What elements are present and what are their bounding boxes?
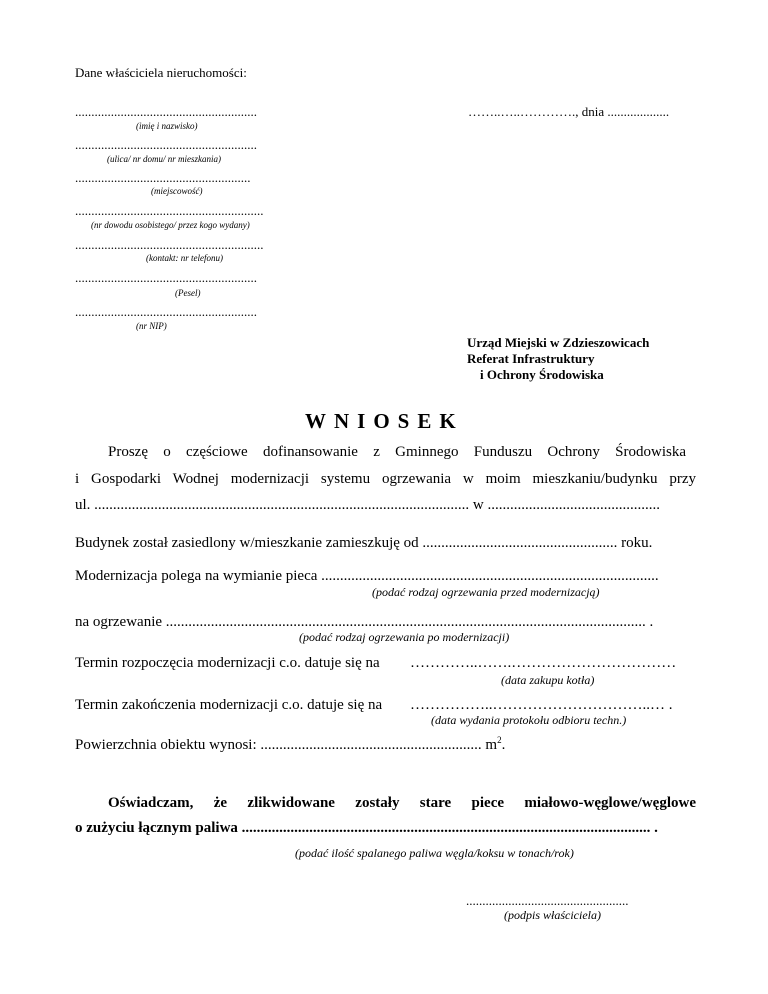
end-date-field[interactable]: ……………..…………………………..… . (410, 697, 673, 713)
owner-nip-label: (nr NIP) (136, 321, 167, 331)
recipient-line-3: i Ochrony Środowiska (480, 367, 604, 382)
recipient-line-2: Referat Infrastruktury (467, 351, 595, 366)
area-end: . (501, 737, 506, 753)
place-date-field[interactable]: ……..…..…………., dnia ................... (468, 104, 670, 119)
owner-phone-label: (kontakt: nr telefonu) (146, 253, 223, 263)
owner-heading: Dane właściciela nieruchomości: (75, 65, 247, 80)
owner-pesel-field[interactable]: ........................................................ (75, 270, 257, 285)
owner-city-label: (miejscowość) (151, 186, 203, 196)
owner-pesel-label: (Pesel) (175, 288, 201, 298)
request-line-1: Proszę o częściowe dofinansowanie z Gminnego Funduszu Ochrony Środowiska (108, 444, 686, 460)
owner-city-field[interactable]: ...................................................... (75, 170, 251, 185)
fuel-caption: (podać ilość spalanego paliwa węgla/koksu w tonach/rok) (295, 846, 574, 860)
new-heating-line[interactable]: na ogrzewanie ................................................................................................................................ . (75, 614, 654, 630)
owner-phone-field[interactable]: .......................................................... (75, 237, 264, 252)
document-title: WNIOSEK (305, 409, 464, 433)
owner-id-field[interactable]: .......................................................... (75, 203, 264, 218)
modernization-line[interactable]: Modernizacja polega na wymianie pieca .......................................................................................... (75, 568, 659, 584)
settled-since-line[interactable]: Budynek został zasiedlony w/mieszkanie zamieszkuję od .................................................... roku. (75, 535, 653, 551)
heating-after-caption: (podać rodzaj ogrzewania po modernizacji) (299, 630, 510, 644)
declaration-line-1: Oświadczam, że zlikwidowane zostały stare piece miałowo-węglowe/węglowe (108, 795, 696, 811)
start-date-field[interactable]: …………..…….…………………………… (410, 655, 677, 671)
area-unit-exponent: 2 (497, 735, 502, 745)
heating-before-caption: (podać rodzaj ogrzewania przed modernizacją) (372, 585, 600, 599)
owner-address-field[interactable]: ........................................................ (75, 137, 257, 152)
end-date-label: Termin zakończenia modernizacji c.o. datuje się na (75, 697, 383, 713)
owner-name-label: (imię i nazwisko) (136, 121, 198, 131)
owner-name-field[interactable]: ........................................................ (75, 104, 257, 119)
signature-label: (podpis właściciela) (504, 908, 601, 922)
recipient-line-1: Urząd Miejski w Zdzieszowicach (467, 335, 650, 350)
owner-id-label: (nr dowodu osobistego/ przez kogo wydany) (91, 220, 250, 230)
declaration-fuel-line[interactable]: o zużyciu łącznym paliwa ............................................................................................................. . (75, 820, 658, 836)
request-street-line[interactable]: ul. .................................................................................................... w .............................................. (75, 497, 660, 513)
end-date-caption: (data wydania protokołu odbioru techn.) (431, 713, 627, 727)
start-date-label: Termin rozpoczęcia modernizacji c.o. datuje się na (75, 655, 380, 671)
owner-nip-field[interactable]: ........................................................ (75, 304, 257, 319)
area-text: Powierzchnia obiektu wynosi: ........................................................... m (75, 737, 498, 753)
signature-field[interactable]: .................................................. (466, 893, 629, 908)
request-line-2: i Gospodarki Wodnej modernizacji systemu ogrzewania w moim mieszkaniu/budynku przy (75, 471, 696, 487)
start-date-caption: (data zakupu kotła) (501, 673, 595, 687)
owner-address-label: (ulica/ nr domu/ nr mieszkania) (107, 154, 221, 164)
area-line[interactable] (75, 735, 505, 754)
